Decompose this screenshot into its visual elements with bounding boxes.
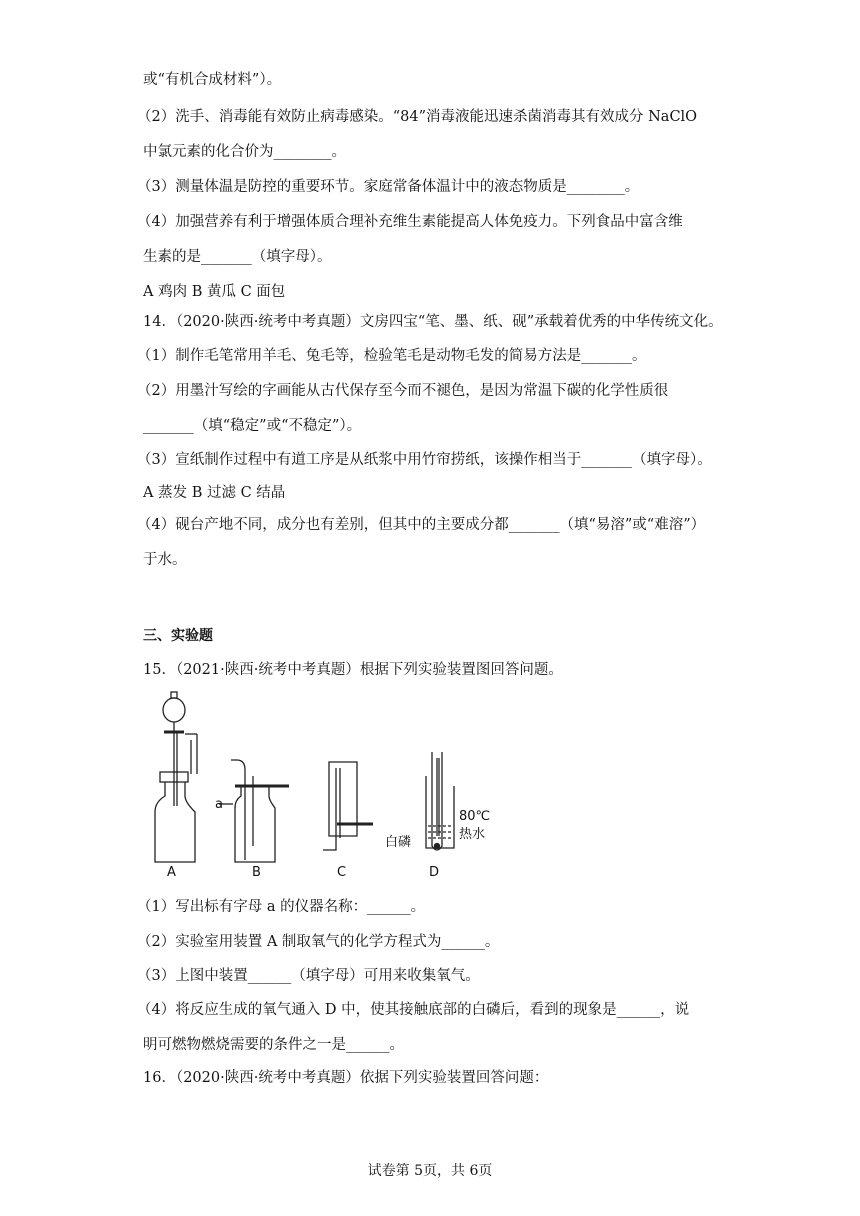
text-line: _______（填“稳定”或“不稳定”）。 <box>143 418 362 434</box>
question-15-heading: 15．（2021·陕西·统考中考真题）根据下列实验装置图回答问题。 <box>143 662 563 678</box>
page-footer: 试卷第 5页，共 6页 <box>367 1163 493 1179</box>
caption-c: C <box>337 865 347 880</box>
text-line: （2）洗手、消毒能有效防止病毒感染。“84”消毒液能迅速杀菌消毒其有效成分 NaClO <box>137 109 698 125</box>
apparatus-d <box>426 752 454 850</box>
options-line: A 鸡肉 B 黄瓜 C 面包 <box>143 284 286 300</box>
text-line: （3）测量体温是防控的重要环节。家庭常备体温计中的液态物质是________。 <box>137 179 640 195</box>
text-line: （2）实验室用装置 A 制取氧气的化学方程式为______。 <box>137 934 500 950</box>
apparatus-a <box>155 692 197 862</box>
text-line: 或“有机合成材料”）。 <box>143 72 282 88</box>
caption-a: A <box>167 865 176 880</box>
question-14-heading: 14．（2020·陕西·统考中考真题）文房四宝“笔、墨、纸、砚”承载着优秀的中华传统文化。 <box>143 314 723 330</box>
text-line: （4）砚台产地不同，成分也有差别，但其中的主要成分都_______（填“易溶”或“难溶”） <box>137 517 706 533</box>
options-line: A 蒸发 B 过滤 C 结晶 <box>143 485 286 501</box>
section-heading: 三、实验题 <box>143 628 213 644</box>
text-line: 生素的是_______（填字母）。 <box>143 249 332 265</box>
label-temperature: 80℃ <box>459 809 491 824</box>
question-16-heading: 16．（2020·陕西·统考中考真题）依据下列实验装置回答问题： <box>143 1070 549 1086</box>
apparatus-figure <box>143 686 503 882</box>
caption-d: D <box>429 865 440 880</box>
text-line: （4）加强营养有利于增强体质合理补充维生素能提高人体免疫力。下列食品中富含维 <box>137 214 683 230</box>
text-line: 于水。 <box>143 552 187 568</box>
text-line: （3）宣纸制作过程中有道工序是从纸浆中用竹帘捞纸，该操作相当于_______（填字母）。 <box>137 452 712 468</box>
text-line: （1）制作毛笔常用羊毛、兔毛等，检验笔毛是动物毛发的简易方法是_______。 <box>137 348 647 364</box>
apparatus-c <box>323 762 373 850</box>
text-line: （1）写出标有字母 a 的仪器名称：______。 <box>137 899 426 915</box>
text-line: （2）用墨汁写绘的字画能从古代保存至今而不褪色，是因为常温下碳的化学性质很 <box>137 383 669 399</box>
text-line: 中氯元素的化合价为________。 <box>143 144 346 160</box>
text-line: （3）上图中装置______（填字母）可用来收集氧气。 <box>137 968 480 984</box>
caption-b: B <box>252 865 261 880</box>
apparatus-b <box>219 760 289 862</box>
text-line: 明可燃物燃烧需要的条件之一是______。 <box>143 1037 404 1053</box>
label-a: a <box>215 797 223 812</box>
label-white-phosphorus: 白磷 <box>385 835 412 850</box>
text-line: （4）将反应生成的氧气通入 D 中，使其接触底部的白磷后，看到的现象是______，说 <box>137 1002 690 1018</box>
label-hot-water: 热水 <box>459 827 486 842</box>
